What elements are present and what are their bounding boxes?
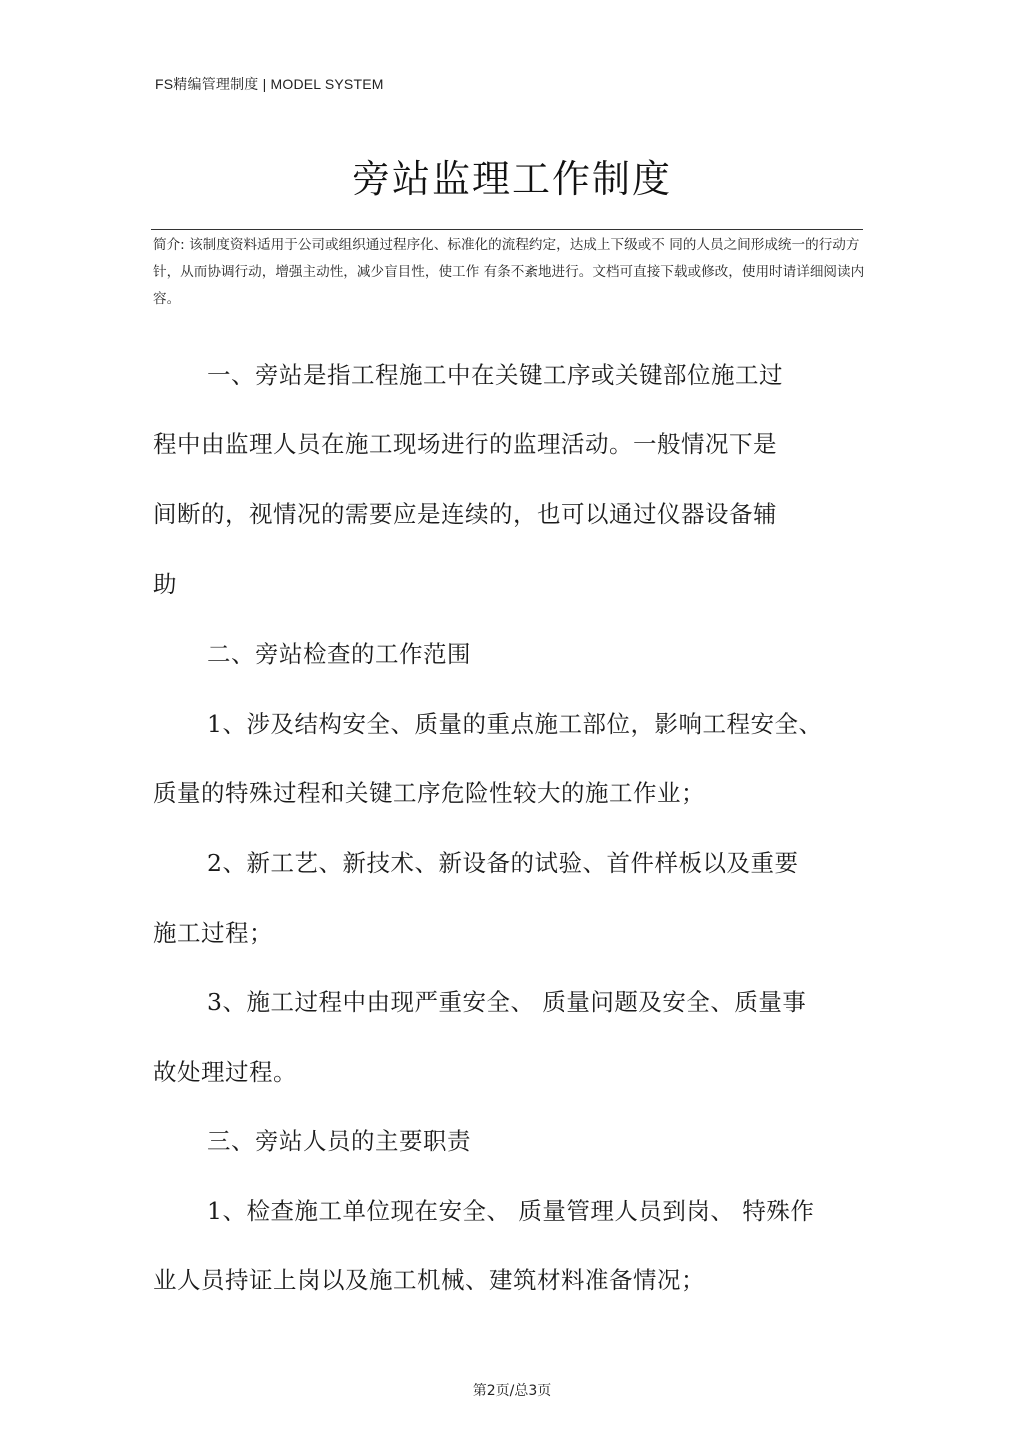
page-number: 第2页/总3页 [472,1383,552,1399]
title-divider [151,229,863,230]
body-line: 质量的特殊过程和关键工序危险性较大的施工作业； [153,779,705,807]
body-line: 一、旁站是指工程施工中在关键工序或关键部位施工过 [207,361,783,389]
body-line: 1、检查施工单位现在安全、 质量管理人员到岗、 特殊作 [207,1197,815,1225]
section-heading: 二、旁站检查的工作范围 [207,640,471,668]
section-heading: 三、旁站人员的主要职责 [207,1127,471,1155]
body-line: 施工过程； [153,919,273,947]
body-line: 助 [153,570,177,598]
document-summary: 简介: 该制度资料适用于公司或组织通过程序化、标准化的流程约定，达成上下级或不 同的人员之间形成统一的行动方针，从而协调行动，增强主动性，减少盲目性，使工作 有条不紊地进行。文档可直接下载或修改，使用时请详细阅读内容。 [153,237,865,307]
body-line: 2、新工艺、新技术、新设备的试验、首件样板以及重要 [207,849,799,877]
body-line: 业人员持证上岗以及施工机械、建筑材料准备情况； [153,1266,705,1294]
body-line: 故处理过程。 [153,1058,297,1086]
document-header: FS精编管理制度 | MODEL SYSTEM [155,76,384,92]
body-line: 间断的，视情况的需要应是连续的，也可以通过仪器设备辅 [153,500,777,528]
document-title: 旁站监理工作制度 [351,157,672,201]
body-line: 程中由监理人员在施工现场进行的监理活动。一般情况下是 [153,430,777,458]
body-line: 3、施工过程中由现严重安全、 质量问题及安全、质量事 [207,988,807,1016]
body-line: 1、涉及结构安全、质量的重点施工部位，影响工程安全、 [207,710,823,738]
